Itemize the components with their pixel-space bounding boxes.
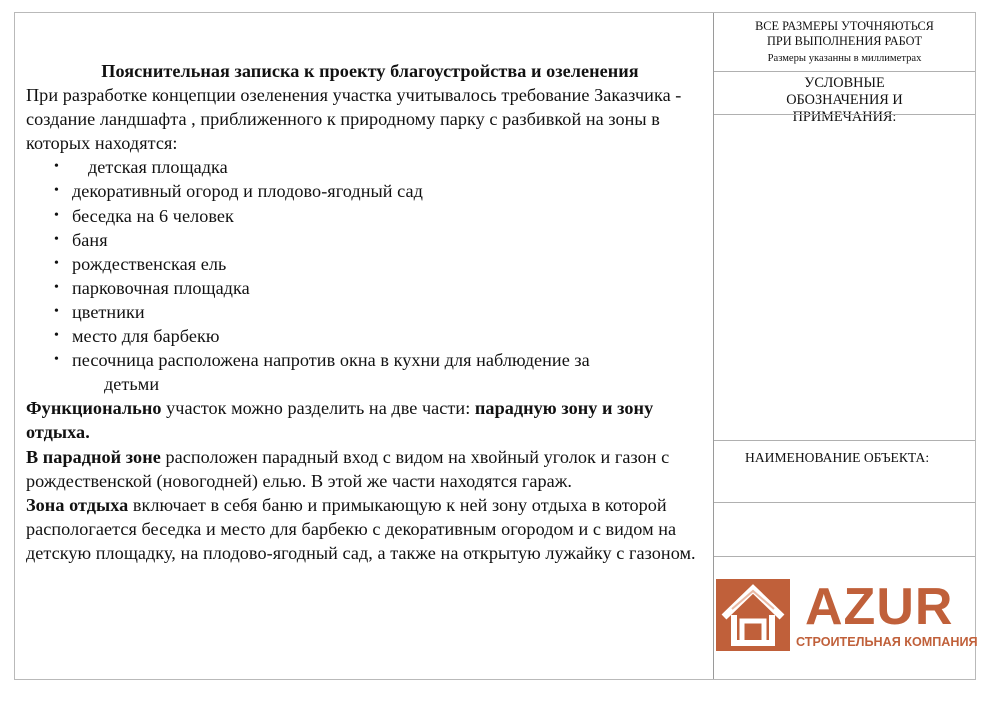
divider bbox=[714, 556, 975, 557]
continuation-text: детьми bbox=[104, 374, 160, 395]
logo-tagline: СТРОИТЕЛЬНАЯ КОМПАНИЯ bbox=[796, 635, 978, 649]
bold-functional: Функционально bbox=[26, 398, 162, 419]
explanatory-note-area bbox=[15, 13, 713, 679]
list-item: • парковочная площадка bbox=[54, 276, 710, 300]
house-icon bbox=[716, 579, 790, 651]
object-name-label: НАИМЕНОВАНИЕ ОБЪЕКТА: bbox=[745, 450, 930, 465]
bold-zones: парадную зону и зону отдыха. bbox=[26, 398, 654, 443]
divider bbox=[714, 114, 975, 115]
list-item: • детская площадка bbox=[54, 155, 710, 179]
logo-name: AZUR bbox=[805, 578, 954, 636]
paragraph-front-zone bbox=[26, 445, 710, 493]
divider bbox=[714, 71, 975, 72]
paragraph-rest-zone bbox=[26, 493, 710, 565]
note-title: Пояснительная записка к проекту благоустройства и озеленения bbox=[101, 61, 639, 81]
title-block bbox=[713, 13, 978, 679]
text-rest-zone: включает в себя баню и примыкающую к ней зону отдыха в которой распологается беседка и место для барбекю с декоративным огородом и с видом на детскую площадку, на плодово-ягодный сад, а также на открытую лужайку с газоном. bbox=[26, 494, 696, 563]
paragraph-functional bbox=[26, 396, 710, 444]
list-item-continuation bbox=[26, 372, 710, 396]
text-front-zone: расположен парадный вход с видом на хвойный уголок и газон с рождественской (новогодней) елью. В этой же части находятся гараж. bbox=[26, 446, 670, 491]
text-functional: участок можно разделить на две части: bbox=[161, 398, 475, 419]
legend-header: УСЛОВНЫЕ ОБОЗНАЧЕНИЯ И ПРИМЕЧАНИЯ: bbox=[786, 75, 903, 125]
units-note: Размеры указанны в миллиметрах bbox=[767, 53, 922, 64]
divider bbox=[714, 440, 975, 441]
company-logo bbox=[714, 573, 976, 663]
dimensions-note: ВСЕ РАЗМЕРЫ УТОЧНЯЮТЬСЯ ПРИ ВЫПОЛНЕНИЯ РАБОТ bbox=[755, 19, 934, 48]
list-item: • беседка на 6 человек bbox=[54, 204, 710, 228]
drawing-frame bbox=[14, 12, 976, 680]
list-item: • рождественская ель bbox=[54, 252, 710, 276]
list-item: • баня bbox=[54, 228, 710, 252]
list-item: • место для барбекю bbox=[54, 324, 710, 348]
explanatory-note bbox=[26, 59, 710, 565]
list-item: • цветники bbox=[54, 300, 710, 324]
zone-list bbox=[26, 155, 710, 372]
list-item: • песочница расположена напротив окна в кухни для наблюдение за bbox=[54, 348, 710, 372]
bold-front-zone: В парадной зоне bbox=[26, 446, 161, 467]
divider bbox=[714, 502, 975, 503]
bold-rest-zone: Зона отдыха bbox=[26, 494, 129, 515]
list-item: • декоративный огород и плодово-ягодный сад bbox=[54, 179, 710, 203]
note-intro: При разработке концепции озеленения участка учитывалось требование Заказчика - создание ландшафта , приближенного к природному парку с разбивкой на зоны в которых находятся: bbox=[26, 85, 682, 154]
